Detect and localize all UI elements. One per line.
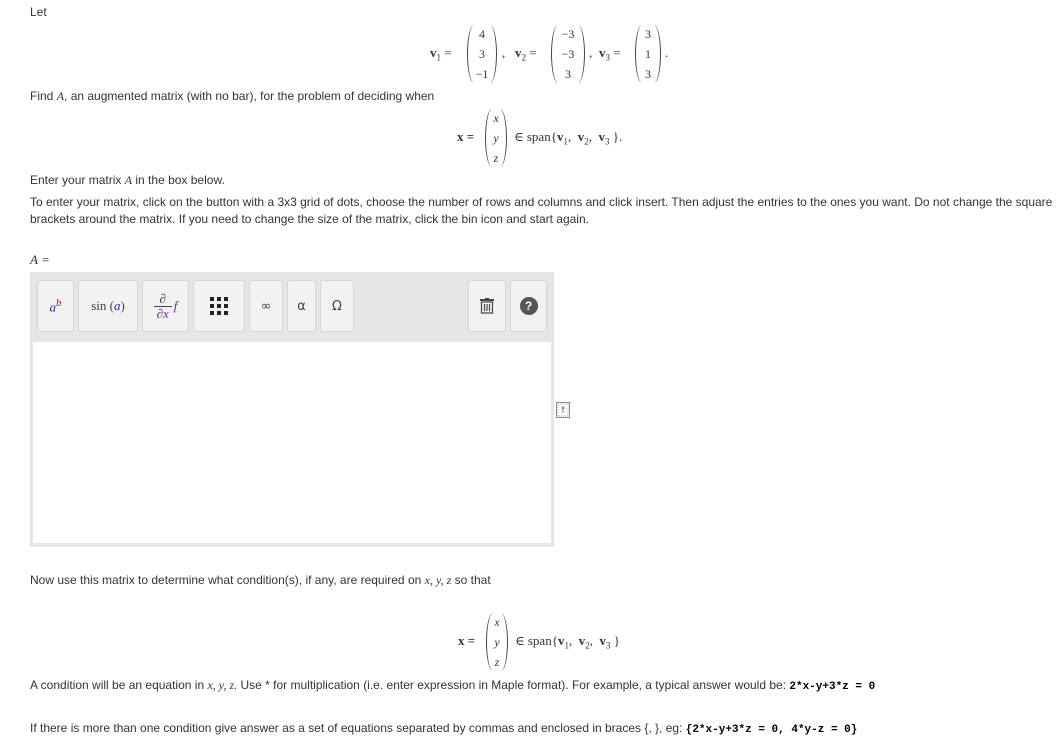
math-editor bbox=[30, 272, 554, 547]
condition-text: A condition will be an equation in x, y, z. Use * for multiplication (i.e. enter expression in Maple format). For example, a typical answer would be: 2*x-y+3*z = 0 bbox=[30, 678, 876, 693]
condition-example: 2*x-y+3*z = 0 bbox=[789, 681, 876, 693]
function-button[interactable] bbox=[78, 280, 138, 332]
v1-entry: 3 bbox=[479, 47, 485, 61]
help-button[interactable] bbox=[510, 280, 547, 332]
v1-entry: −1 bbox=[475, 67, 489, 81]
derivative-icon: ∂ ∂x f bbox=[154, 292, 178, 321]
x-entry: z bbox=[493, 151, 499, 165]
v2-vector bbox=[551, 25, 585, 83]
matrix-a-label: A = bbox=[30, 252, 50, 267]
omega-button[interactable] bbox=[320, 280, 354, 332]
matrix-button[interactable] bbox=[193, 280, 245, 332]
comma: , bbox=[502, 45, 506, 60]
comma: , bbox=[589, 45, 593, 60]
trash-icon bbox=[480, 298, 494, 314]
v2-entry: −3 bbox=[561, 47, 575, 61]
now-use-text: Now use this matrix to determine what condition(s), if any, are required on x, y, z so that bbox=[30, 573, 491, 587]
multiple-conditions-example: {2*x-y+3*z = 0, 4*y-z = 0} bbox=[685, 724, 858, 736]
x-entry: z bbox=[494, 655, 500, 669]
preview-icon[interactable] bbox=[556, 402, 570, 418]
v3-entry: 3 bbox=[645, 27, 651, 41]
v2-label: $v_2$ = bbox=[515, 45, 537, 63]
help-icon: ? bbox=[520, 297, 538, 315]
omega-icon: Ω bbox=[332, 298, 342, 314]
x-label: x = bbox=[457, 129, 475, 144]
x-entry: x bbox=[493, 111, 499, 125]
superscript-icon: $a^b$ bbox=[49, 296, 62, 315]
v1-entry: 4 bbox=[479, 27, 485, 41]
multiple-conditions-text: If there is more than one condition give answer as a set of equations separated by commas and enclosed in braces {, }, eg: {2*x-y+3*z = 0, 4*y-z = 0} bbox=[30, 721, 858, 736]
x-vector bbox=[486, 613, 508, 671]
v3-label: $v_3$ = bbox=[599, 45, 621, 63]
function-icon: sin (a) bbox=[91, 298, 125, 313]
v2-entry: 3 bbox=[565, 67, 571, 81]
x-vector bbox=[485, 109, 507, 167]
span-expression: ∈ $span\{v_1$, $v_2$, $v_3$ } bbox=[515, 633, 620, 651]
span-expression: ∈ $span\{v_1$, $v_2$, $v_3$ }. bbox=[514, 129, 623, 147]
intro-text: Let bbox=[30, 5, 47, 19]
infinity-icon: ∞ bbox=[260, 298, 272, 314]
x-label: x = bbox=[458, 633, 476, 648]
trash-button[interactable] bbox=[468, 280, 506, 332]
span-condition bbox=[457, 109, 657, 167]
instructions-text: To enter your matrix, click on the button with a 3x3 grid of dots, choose the number of rows and columns and click insert. Then adjust the entries to the ones you want. Do not change the square brackets around the matrix. If you need to change the size of the matrix, click the bin icon and start again. bbox=[30, 195, 1053, 226]
alpha-icon: α bbox=[297, 298, 306, 314]
x-entry: x bbox=[494, 615, 500, 629]
matrix-grid-icon bbox=[210, 297, 228, 315]
alpha-button[interactable] bbox=[287, 280, 316, 332]
v1-vector bbox=[467, 25, 497, 83]
enter-matrix-text: Enter your matrix A in the box below. bbox=[30, 173, 225, 187]
x-entry: y bbox=[493, 131, 499, 145]
v3-entry: 1 bbox=[645, 47, 651, 61]
vector-definitions bbox=[430, 25, 680, 83]
find-a-text: Find A, an augmented matrix (with no bar), for the problem of deciding when bbox=[30, 89, 435, 103]
v3-entry: 3 bbox=[645, 67, 651, 81]
matrix-input-area[interactable] bbox=[33, 342, 551, 543]
derivative-button[interactable] bbox=[142, 280, 189, 332]
superscript-button[interactable] bbox=[37, 280, 74, 332]
v3-vector bbox=[635, 25, 661, 83]
span-condition-2 bbox=[458, 613, 658, 671]
v1-label: $v_1$ = bbox=[430, 45, 452, 63]
v2-entry: −3 bbox=[561, 27, 575, 41]
infinity-button[interactable] bbox=[249, 280, 283, 332]
x-entry: y bbox=[494, 635, 500, 649]
period: . bbox=[665, 45, 669, 60]
